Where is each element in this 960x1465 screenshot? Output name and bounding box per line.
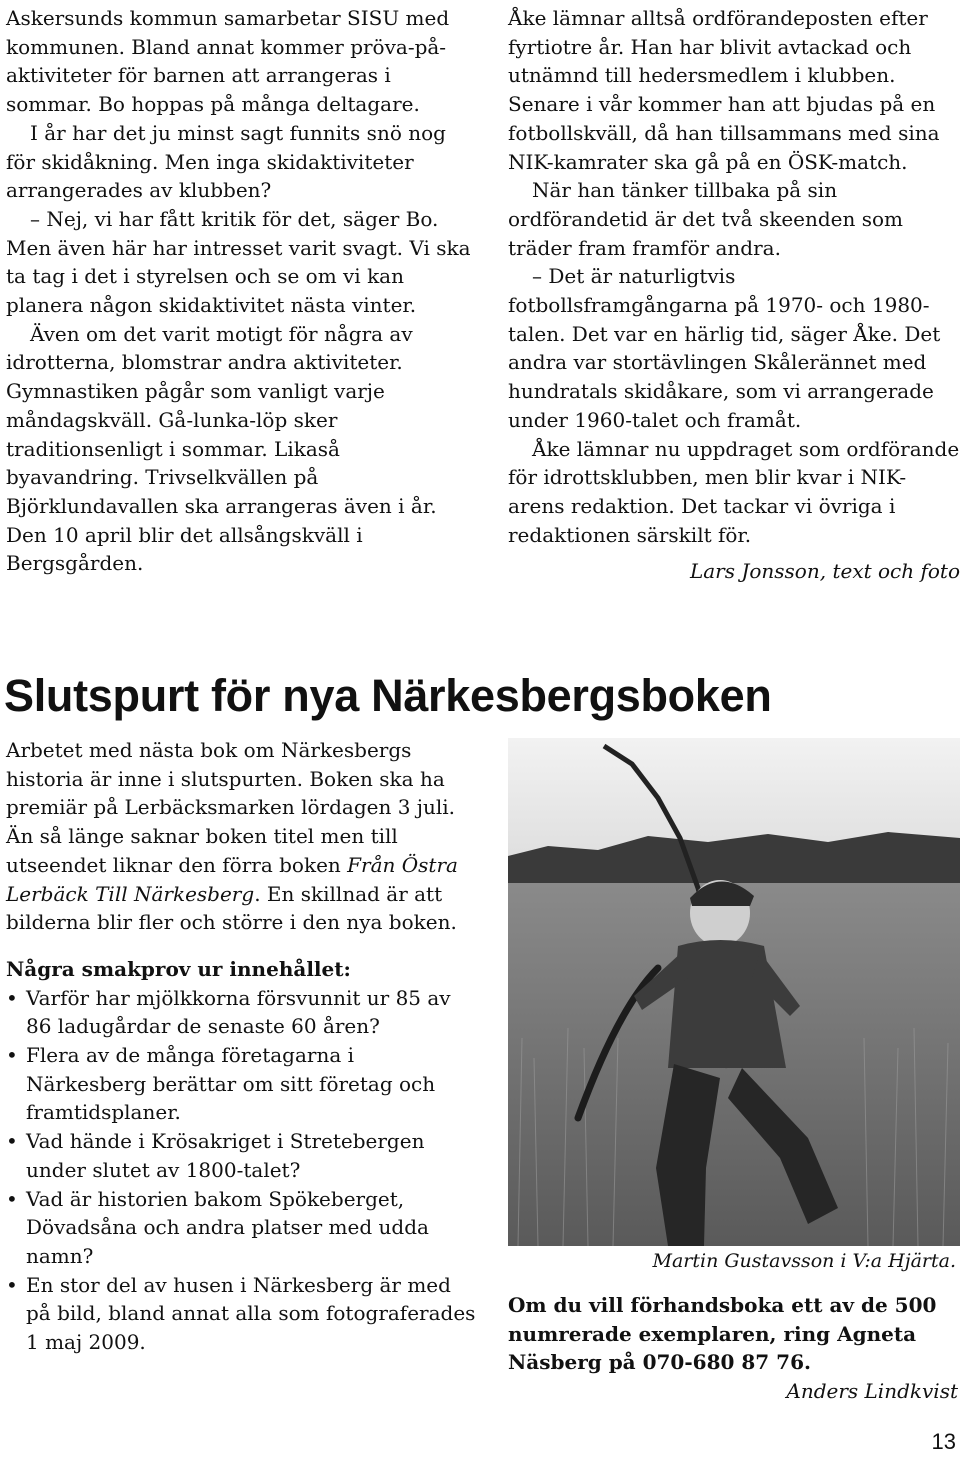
photo-illustration [508, 738, 960, 1246]
paragraph: Askersunds kommun samarbetar SISU med kommunen. Bland annat kommer pröva-på-aktiviteter för barnen att arrangeras i sommar. Bo hoppas på många deltagare. [6, 6, 450, 117]
paragraph: – Nej, vi har fått kritik för det, säger Bo. Men även här har intresset varit svagt. Vi ska ta tag i det i styrelsen och se om vi kan planera någon skidaktivitet nästa vinter. [6, 206, 471, 318]
promo-text: Om du vill förhandsboka ett av de 500 numrerade exemplaren, ring Agneta Näsberg på 070-680 87 76. [508, 1293, 937, 1374]
article-body [6, 736, 476, 1357]
paragraph: När han tänker tillbaka på sin ordförandetid är det två skeenden som träder fram framför andra. [508, 178, 904, 260]
list-item: • Varför har mjölkkorna försvunnit ur 85 av 86 ladugårdar de senaste 60 åren? [6, 984, 476, 1041]
author-name: Anders Lindkvist [786, 1379, 958, 1403]
photo-caption: Martin Gustavsson i V:a Hjärta. [652, 1250, 956, 1272]
left-column [6, 4, 476, 578]
contents-list [6, 984, 476, 1357]
list-heading: Några smakprov ur innehållet: [6, 956, 351, 981]
page-number: 13 [931, 1429, 956, 1454]
article-headline: Slutspurt för nya Närkesbergsboken [4, 670, 772, 721]
paragraph: I år har det ju minst sagt funnits snö nog för skidåkning. Men inga skidaktiviteter arrangerades av klubben? [6, 120, 446, 203]
list-item: • Vad hände i Krösakriget i Stretebergen under slutet av 1800-talet? [6, 1127, 476, 1184]
list-item: • Vad är historien bakom Spökeberget, Dövadsåna och andra platser med udda namn? [6, 1185, 476, 1271]
intro-paragraph [6, 736, 476, 937]
list-item: • Flera av de många företagarna i Närkesberg berättar om sitt företag och framtidsplaner. [6, 1041, 476, 1127]
right-column [508, 4, 960, 586]
book-title: Från Östra Lerbäck Till Närkesberg [6, 852, 458, 906]
list-item: • En stor del av husen i Närkesberg är med på bild, bland annat alla som fotograferades 1 maj 2009. [6, 1271, 476, 1357]
intro-text: Arbetet med nästa bok om Närkesbergs historia är inne i slutspurten. Boken ska ha premiär på Lerbäcksmarken lördagen 3 juli. Än så länge saknar boken titel men till utseendet liknar den förra boken [6, 738, 456, 877]
paragraph: Även om det varit motigt för några av idrotterna, blomstrar andra aktiviteter. Gymnastiken pågår som vanligt varje måndagskväll. Gå-lunka-löp sker traditionsenligt i sommar. Likaså byavandring. Trivselkvällen på Björklundavallen ska arrangeras även i år. Den 10 april blir det allsångskväll i Bergsgården. [6, 321, 437, 576]
article-photo [508, 738, 960, 1246]
paragraph: – Det är naturligtvis fotbollsframgångarna på 1970- och 1980-talen. Det var en härlig tid, säger Åke. Det andra var stortävlingen Skålerännet med hundratals skidåkare, som vi arrangerade under 1960-talet och framåt. [508, 264, 941, 432]
paragraph: Åke lämnar nu uppdraget som ordförande för idrottsklubben, men blir kvar i NIK-arens redaktion. Det tackar vi övriga i redaktionen särskilt för. [508, 436, 960, 547]
intro-text-end: . En skillnad är att bilderna blir fler och större i den nya boken. [6, 881, 457, 935]
paragraph: Åke lämnar alltså ordförandeposten efter fyrtiotre år. Han har blivit avtackad och utnämnd till hedersmedlem i klubben. Senare i vår kommer han att bjudas på en fotbollskväll, då han tillsammans med sina NIK-kamrater ska gå på en ÖSK-match. [508, 6, 940, 174]
byline: Lars Jonsson, text och foto [689, 559, 960, 584]
